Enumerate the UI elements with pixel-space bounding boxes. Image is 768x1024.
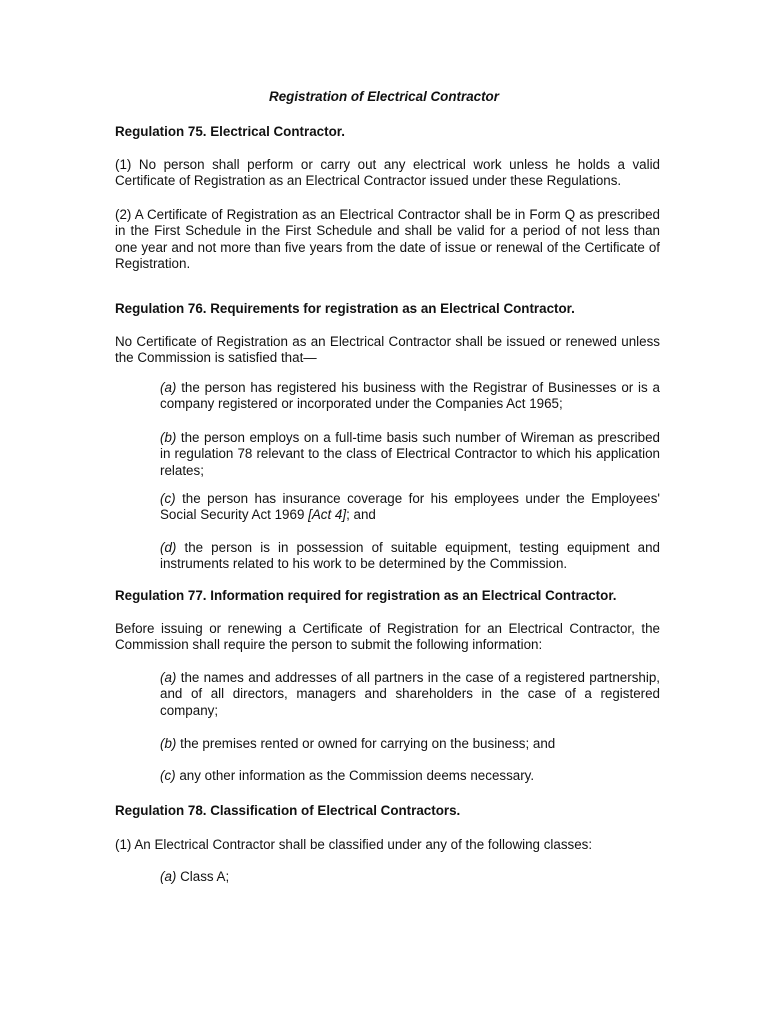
item-label: (a) bbox=[160, 869, 177, 884]
regulation-76-item-a bbox=[160, 380, 660, 413]
item-label: (d) bbox=[160, 540, 177, 555]
regulation-78-item-a bbox=[160, 869, 660, 885]
item-label: (a) bbox=[160, 380, 177, 395]
item-text: the person has insurance coverage for his employees under the Employees' Social Security Act 1969 bbox=[160, 491, 660, 523]
item-text: the premises rented or owned for carrying on the business; and bbox=[176, 736, 556, 751]
item-text: the person is in possession of suitable equipment, testing equipment and instruments related to his work to be determined by the Commission. bbox=[160, 540, 660, 572]
item-label: (c) bbox=[160, 491, 176, 506]
regulation-78-paragraph-1: (1) An Electrical Contractor shall be classified under any of the following classes: bbox=[115, 837, 593, 852]
regulation-77-heading: Regulation 77. Information required for registration as an Electrical Contractor. bbox=[115, 588, 617, 603]
regulation-78-heading: Regulation 78. Classification of Electrical Contractors. bbox=[115, 803, 461, 818]
regulation-76-heading: Regulation 76. Requirements for registration as an Electrical Contractor. bbox=[115, 301, 575, 316]
regulation-77-item-b bbox=[160, 736, 660, 752]
regulation-77-intro: Before issuing or renewing a Certificate of Registration for an Electrical Contractor, the Commission shall require the person to submit the following information: bbox=[115, 621, 660, 653]
item-label: (a) bbox=[160, 670, 177, 685]
item-text: the person has registered his business with the Registrar of Businesses or is a company registered or incorporated under the Companies Act 1965; bbox=[160, 380, 660, 412]
item-text: Class A; bbox=[176, 869, 230, 884]
item-label: (b) bbox=[160, 430, 177, 445]
regulation-75-heading: Regulation 75. Electrical Contractor. bbox=[115, 124, 345, 139]
item-text: the person employs on a full-time basis such number of Wireman as prescribed in regulation 78 relevant to the class of Electrical Contractor to which his application relates; bbox=[160, 430, 660, 478]
regulation-76-item-b bbox=[160, 430, 660, 479]
item-text: any other information as the Commission deems necessary. bbox=[175, 768, 535, 783]
regulation-75-paragraph-2: (2) A Certificate of Registration as an Electrical Contractor shall be in Form Q as prescribed in the First Schedule in the First Schedule and shall be valid for a period of not less than one year and not more than five years from the date of issue or renewal of the Certificate of Registration. bbox=[115, 207, 660, 272]
regulation-77-item-c bbox=[160, 768, 660, 784]
regulation-76-item-c bbox=[160, 491, 660, 524]
item-label: (b) bbox=[160, 736, 177, 751]
regulation-75-paragraph-1: (1) No person shall perform or carry out any electrical work unless he holds a valid Certificate of Registration as an Electrical Contractor issued under these Regulations. bbox=[115, 157, 660, 189]
regulation-76-intro: No Certificate of Registration as an Electrical Contractor shall be issued or renewed unless the Commission is satisfied that— bbox=[115, 334, 660, 366]
item-text-tail: ; and bbox=[346, 507, 376, 523]
document-title: Registration of Electrical Contractor bbox=[269, 89, 499, 104]
item-text: the names and addresses of all partners in the case of a registered partnership, and of all directors, managers and shareholders in the case of a registered company; bbox=[160, 670, 660, 718]
item-label: (c) bbox=[160, 768, 176, 783]
regulation-76-item-d bbox=[160, 540, 660, 573]
regulation-77-item-a bbox=[160, 670, 660, 719]
act-reference: [Act 4] bbox=[308, 507, 347, 523]
